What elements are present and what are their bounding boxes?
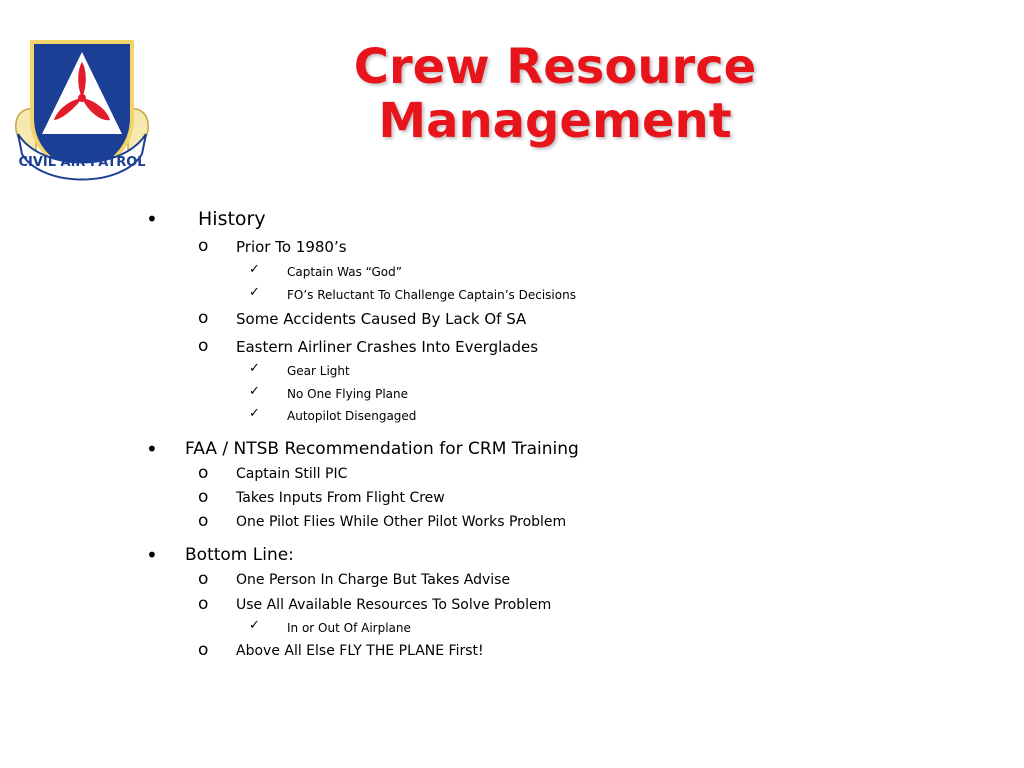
circle-marker: o [198, 308, 209, 328]
bullet-text: History [198, 208, 266, 230]
circle-marker: o [198, 594, 209, 614]
title-line-2: Management [378, 93, 732, 149]
sub-bullet-text: Prior To 1980’s [236, 238, 347, 256]
check-item-text: No One Flying Plane [287, 387, 409, 401]
check-item-text: FO’s Reluctant To Challenge Captain’s Decisions [287, 288, 576, 302]
sub-bullet-text: Use All Available Resources To Solve Problem [236, 597, 552, 613]
circle-marker: o [198, 487, 209, 507]
check-icon: ✓ [249, 262, 260, 277]
logo-text: CIVIL AIR PATROL [18, 155, 146, 170]
check-item-text: In or Out Of Airplane [287, 621, 411, 635]
civil-air-patrol-logo [12, 38, 152, 188]
check-item-text: Captain Was “God” [287, 265, 402, 279]
check-item-text: Autopilot Disengaged [287, 409, 417, 423]
sub-bullet-text: Takes Inputs From Flight Crew [236, 490, 445, 506]
sub-bullet-text: Eastern Airliner Crashes Into Everglades [236, 338, 539, 356]
circle-marker: o [198, 569, 209, 589]
page-title [300, 40, 810, 148]
bullet-text: FAA / NTSB Recommendation for CRM Training [185, 439, 579, 459]
bullet-text: Bottom Line: [185, 545, 294, 565]
check-icon: ✓ [249, 361, 260, 376]
check-icon: ✓ [249, 285, 260, 300]
circle-marker: o [198, 640, 209, 660]
sub-bullet-text: Some Accidents Caused By Lack Of SA [236, 310, 527, 328]
circle-marker: o [198, 236, 209, 256]
sub-bullet-text: Above All Else FLY THE PLANE First! [236, 643, 484, 659]
bullet-marker: • [146, 437, 158, 461]
circle-marker: o [198, 511, 209, 531]
check-icon: ✓ [249, 618, 260, 633]
sub-bullet-text: One Person In Charge But Takes Advise [236, 572, 511, 588]
check-icon: ✓ [249, 406, 260, 421]
sub-bullet-text: One Pilot Flies While Other Pilot Works Problem [236, 514, 567, 530]
sub-bullet-text: Captain Still PIC [236, 466, 348, 482]
bullet-marker: • [146, 543, 158, 567]
circle-marker: o [198, 336, 209, 356]
check-icon: ✓ [249, 384, 260, 399]
title-line-1: Crew Resource [353, 39, 757, 95]
check-item-text: Gear Light [287, 364, 350, 378]
circle-marker: o [198, 463, 209, 483]
bullet-marker: • [146, 207, 158, 231]
